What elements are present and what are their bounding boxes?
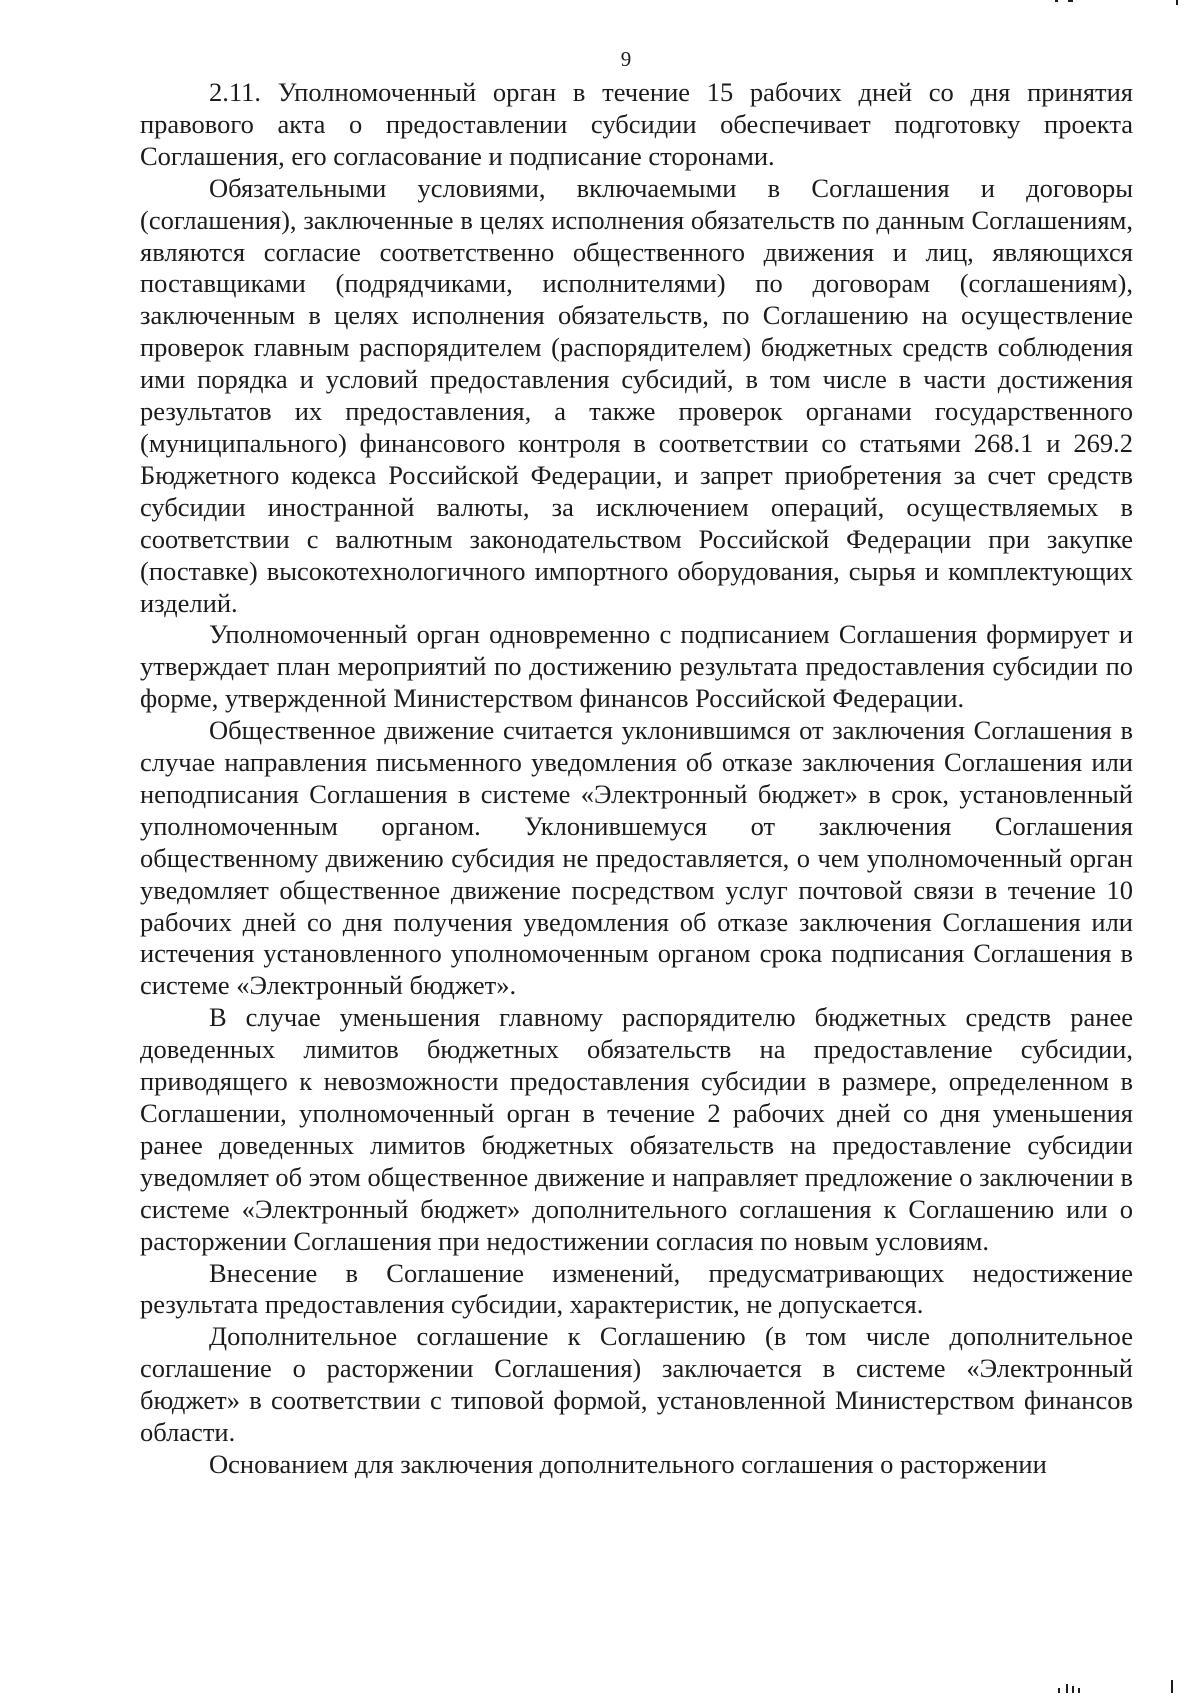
scan-artifact [1068,0,1073,2]
scan-artifact [1078,1688,1080,1693]
paragraph-2-11: 2.11. Уполномоченный орган в течение 15 рабочих дней со дня принятия правового акта о предоставлении субсидии обеспечивает подготовку проекта Соглашения, его согласование и подписание сторонами. [140,77,1133,171]
paragraph-evasion: Общественное движение считается уклонившимся от заключения Соглашения в случае направления письменного уведомления об отказе заключения Соглашения или неподписания Соглашения в системе «Электронный бюджет» в срок, установленный уполномоченным органом. Уклонившемуся от заключения Соглашения общественному движению субсидия не предоставляется, о чем уполномоченный орган уведомляет общественное движение посредством услуг почтовой связи в течение 10 рабочих дней со дня получения уведомления об отказе заключения Соглашения или истечения установленного уполномоченным органом срока подписания Соглашения в системе «Электронный бюджет». [140,715,1133,1001]
paragraph-limit-reduction: В случае уменьшения главному распорядителю бюджетных средств ранее доведенных лимитов бюджетных обязательств на предоставление субсидии, приводящего к невозможности предоставления субсидии в размере, определенном в Соглашении, уполномоченный орган в течение 2 рабочих дней со дня уменьшения ранее доведенных лимитов бюджетных обязательств на предоставление субсидии уведомляет об этом общественное движение и направляет предложение о заключении в системе «Электронный бюджет» дополнительного соглашения к Соглашению или о расторжении Соглашения при недостижении согласия по новым условиям. [140,1002,1134,1256]
paragraph-amendments: Внесение в Соглашение изменений, предусматривающих недостижение результата предоставления субсидии, характеристик, не допускается. [140,1257,1133,1320]
scan-artifact [1072,1686,1074,1693]
scan-artifact [1055,0,1058,2]
page-number: 9 [620,47,632,71]
scan-artifact [1066,1684,1068,1693]
scan-artifact [1171,1680,1173,1693]
paragraph-action-plan: Уполномоченный орган одновременно с подписанием Соглашения формирует и утверждает план мероприятий по достижению результата предоставления субсидии по форме, утвержденной Министерством финансов Российской Федерации. [140,619,1133,714]
paragraph-termination-basis: Основанием для заключения дополнительного соглашения о расторжении [209,1448,1047,1479]
paragraph-mandatory-conditions: Обязательными условиями, включаемыми в Соглашения и договоры (соглашения), заключенные в целях исполнения обязательств по данным Соглашениям, являются согласие соответственно общественного движения и лиц, являющихся поставщиками (подрядчиками, исполнителями) по договорам (соглашениям), заключенным в целях исполнения обязательств, по Соглашению на осуществление проверок главным распорядителем (распорядителем) бюджетных средств соблюдения ими порядка и условий предоставления субсидий, в том числе в части достижения результатов их предоставления, а также проверок органами государственного (муниципального) финансового контроля в соответствии со статьями 268.1 и 269.2 Бюджетного кодекса Российской Федерации, и запрет приобретения за счет средств субсидии иностранной валюты, за исключением операций, осуществляемых в соответствии с валютным законодательством Российской Федерации при закупке (поставке) высокотехнологичного импортного оборудования, сырья и комплектующих изделий. [140,172,1133,618]
scan-artifact [1176,0,1178,5]
scan-artifact [1058,1688,1060,1693]
document-body [140,77,1133,1481]
paragraph-additional-agreement: Дополнительное соглашение к Соглашению (в том числе дополнительное соглашение о расторжении Соглашения) заключается в системе «Электронный бюджет» в соответствии с типовой формой, установленной Министерством финансов области. [140,1321,1133,1448]
